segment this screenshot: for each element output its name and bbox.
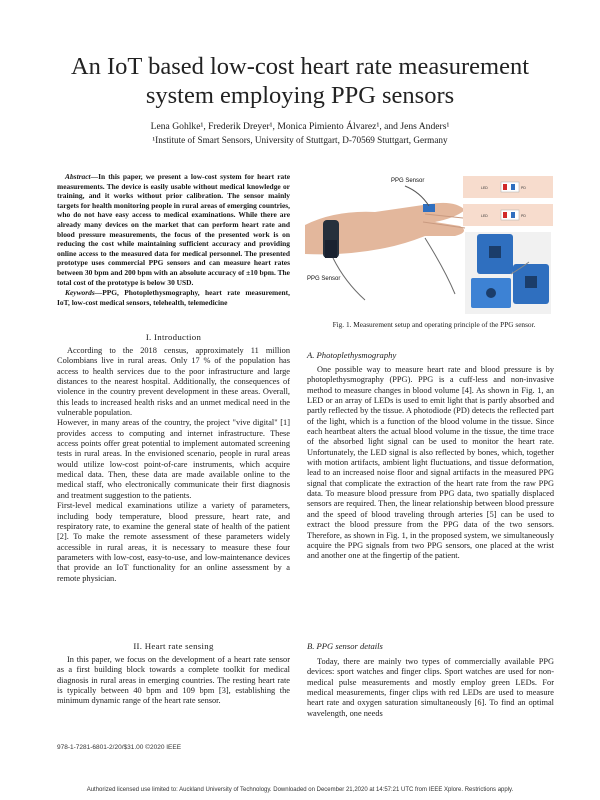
ppg-paragraph-1: One possible way to measure heart rate and blood pressure is by photoplethysmography (PPG). PPG is a cuff-less and non-invasive method to measure changes in blood volume [4]. As shown in Fig. 1, an LED or an array of LEDs is used to emit light that is partly absorbed and partly reflected by the tissue. A photodiode (PD) detects the reflected part of the light, which is a function of the blood volume in the tissue. Since each heartbeat alters the actual blood volume in the tissue, the time trace of the absorbed light signal can be used to monitor the heart rate. Unfortunately, the LED signal is also reflected by bones, which, together with motion artifacts, ambient light fluctuations, and tissue deformation, lead to an increased noise floor and signal artifacts in the measured PPG signal that complicate the extraction of the heart rate from the raw PPG data. To measure blood pressure from PPG data, two spatially displaced sensors are required. Then, the linear relationship between blood pressure and the speed of blood traveling through arteries [5] can be used to extract the blood pressure from the PPG data of the two sensors. Therefore, as shown in Fig. 1, in the proposed system, we simultaneously acquire the PPG signals from two PPG sensors, one placed at the wrist and another one at the fingertip of the patient. [307, 365, 554, 561]
affiliation: ¹Institute of Smart Sensors, University of Stuttgart, D-70569 Stuttgart, Germany [152, 135, 448, 145]
abstract-text: —In this paper, we present a low-cost system for heart rate measurements. The device is easily usable without medical knowledge or training, and it works without prior calibration. The sensor mainly targets for health monitoring people in rural areas of emerging countries, who do not have easy access to medical examinations. While there are already many devices on the market that can perform heart rate and blood pressure measurements, the focus of the presented work is on reducing the cost while maintaining sufficient accuracy and providing online access to the measured data for medical personnel. The presented prototype uses commercial PPG sensors and can measure heart rates between 30 bpm and 200 bpm with an absolute accuracy of ±10 bpm. The total cost of the prototype is below 30 USD. [57, 172, 290, 287]
heart-rate-sensing-body [57, 655, 290, 727]
section-heading-introduction: I. Introduction [145, 332, 202, 342]
section-heading-heart-rate-sensing: II. Heart rate sensing [133, 641, 214, 651]
abstract-block [57, 172, 290, 308]
chip-label-led-2: LED [481, 214, 488, 218]
chip-label-pd-1: PD [521, 186, 526, 190]
intro-paragraph-1: According to the 2018 census, approximately 11 million Colombians live in rural areas. Only 17 % of the population has access to health services due to the poor infrastructure and large distances to the nearest hospital. Additionally, the consequences of violence in the country prevent development in these areas. Overall, this leads to increased health risks and an unmet medical need in the vulnerable population. [57, 346, 290, 418]
subsection-heading-ppg-details: B. PPG sensor details [307, 641, 383, 651]
title-line-2: system employing PPG sensors [145, 82, 455, 109]
subsection-heading-ppg: A. Photoplethysmography [307, 350, 397, 360]
keywords-label: Keywords [65, 288, 95, 298]
ppg-sensor-details-body [307, 657, 554, 729]
figure-1-caption: Fig. 1. Measurement setup and operating principle of the PPG sensor. [332, 320, 536, 329]
sensor-board-photos [465, 232, 551, 314]
ppgdet-paragraph-1: Today, there are mainly two types of commercially available PPG devices: sport watches and finger clips. Sport watches are used for non-medical pulse measurements and mostly employ green LEDs. For medical measurements, finger clips with red LEDs are used to measure heart rate and oxygen saturation simultaneously [6]. To find an optimal wavelength, one needs [307, 657, 554, 718]
figure-1-illustration [305, 170, 555, 318]
introduction-body [57, 346, 290, 626]
author-list: Lena Gohlke¹, Frederik Dreyer¹, Monica Pimiento Álvarez¹, and Jens Anders¹ [150, 121, 450, 132]
photoplethysmography-body [307, 365, 554, 627]
figure-1 [305, 170, 555, 318]
title-line-1: An IoT based low-cost heart rate measurement [70, 53, 530, 80]
intro-paragraph-2: However, in many areas of the country, the project "vive digital" [1] provides access to computing and internet infrastructure. These access points offer great potential to implement automated screening tests in rural areas. In the envisioned scenario, people in rural areas would utilize low-cost point-of-care instruments, which acquire medical data. Then, these data are made available online to the medical staff, who electronically communicate their first diagnosis and treatment suggestion to the patients. [57, 418, 290, 500]
chip-label-pd-2: PD [521, 214, 526, 218]
label-ppg-sensor-bottom: PPG Sensor [307, 276, 341, 282]
label-ppg-sensor-top: PPG Sensor [391, 178, 425, 184]
license-footer: Authorized licensed use limited to: Auckland University of Technology. Downloaded on December 21,2020 at 14:57:21 UTC from IEEE Xplore. Restrictions apply. [86, 787, 514, 793]
hr-paragraph-1: In this paper, we focus on the development of a heart rate sensor as a first building block towards a complete toolkit for medical diagnosis in rural areas in emerging countries. The resting heart rate is typically between 40 bpm and 109 bpm [3], establishing the minimum dynamic range of the heart rate sensor. [57, 655, 290, 706]
paper-title [40, 52, 560, 110]
finger-closeup-2 [463, 204, 553, 226]
keywords-text: —PPG, Photoplethysmography, heart rate measurement, IoT, low-cost medical sensors, telehealth, telemedicine [57, 288, 290, 307]
abstract-label: Abstract [65, 172, 91, 181]
chip-label-led-1: LED [481, 186, 488, 190]
finger-closeup-1 [463, 176, 553, 198]
copyright-line: 978-1-7281-6801-2/20/$31.00 ©2020 IEEE [57, 744, 182, 751]
intro-paragraph-3: First-level medical examinations utilize a variety of parameters, including body temperature, blood pressure, heart rate, and respiratory rate, to examine the general state of health of the patient [2]. To make the remote assessment of these parameters widely accessible in rural areas, it is necessary to measure these four parameters with low-cost, easy-to-use, and low-maintenance devices that provide an IoT functionality for an online assessment by a remote physician. [57, 501, 290, 583]
